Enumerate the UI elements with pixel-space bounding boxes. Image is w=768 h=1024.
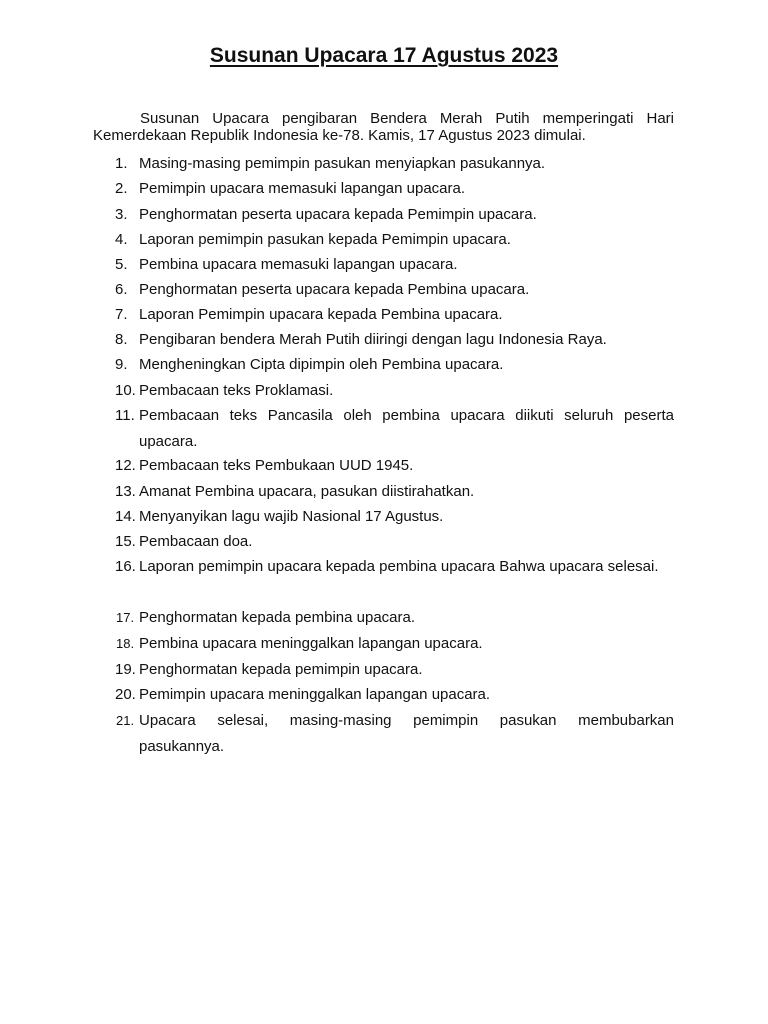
list-item-text: Pengibaran bendera Merah Putih diiringi dengan lagu Indonesia Raya. <box>139 331 607 348</box>
list-item-text: Laporan pemimpin pasukan kepada Pemimpin upacara. <box>139 231 511 248</box>
list-item-number: 19. <box>115 661 136 678</box>
list-item-number: 20. <box>115 686 136 703</box>
list-item-text: Penghormatan peserta upacara kepada Pemimpin upacara. <box>139 206 537 223</box>
list-item-number: 2. <box>115 180 128 197</box>
list-item-number: 18. <box>116 636 135 651</box>
list-item-text: Pembacaan teks Pancasila oleh pembina upacara diikuti seluruh peserta upacara. <box>139 407 674 450</box>
list-item-number: 16. <box>115 558 136 575</box>
list-item-number: 21. <box>116 713 135 728</box>
list-item-number: 17. <box>116 610 135 625</box>
page-title: Susunan Upacara 17 Agustus 2023 <box>209 44 559 67</box>
list-item-text: Penghormatan kepada pemimpin upacara. <box>139 661 423 678</box>
list-item-text: Pembacaan teks Proklamasi. <box>139 382 334 399</box>
list-item-number: 13. <box>115 483 136 500</box>
list-item-text: Pembina upacara meninggalkan lapangan upacara. <box>139 635 483 652</box>
list-item-text: Amanat Pembina upacara, pasukan diistirahatkan. <box>139 483 475 500</box>
list-item-text: Penghormatan kepada pembina upacara. <box>139 609 416 626</box>
list-item-text: Upacara selesai, masing-masing pemimpin pasukan membubarkan pasukannya. <box>139 712 674 755</box>
list-item-text: Pembacaan teks Pembukaan UUD 1945. <box>139 457 414 474</box>
list-item-number: 8. <box>115 331 128 348</box>
list-item-text: Penghormatan peserta upacara kepada Pembina upacara. <box>139 281 530 298</box>
intro-paragraph: Susunan Upacara pengibaran Bendera Merah Putih memperingati Hari Kemerdekaan Republik Indonesia ke-78. Kamis, 17 Agustus 2023 dimulai. <box>93 110 674 144</box>
list-item-number: 14. <box>115 508 136 525</box>
list-item-number: 10. <box>115 382 136 399</box>
list-item-text: Pemimpin upacara meninggalkan lapangan upacara. <box>139 686 491 703</box>
list-item-text: Pembina upacara memasuki lapangan upacara. <box>139 256 458 273</box>
list-item-text: Menyanyikan lagu wajib Nasional 17 Agustus. <box>139 508 444 525</box>
list-item-text: Laporan pemimpin upacara kepada pembina upacara Bahwa upacara selesai. <box>139 558 659 575</box>
list-item-text: Mengheningkan Cipta dipimpin oleh Pembina upacara. <box>139 356 504 373</box>
list-item-number: 15. <box>115 533 136 550</box>
list-item-number: 5. <box>115 256 128 273</box>
list-item-number: 11. <box>115 407 135 424</box>
list-item-text: Pembacaan doa. <box>139 533 253 550</box>
list-item-number: 7. <box>115 306 128 323</box>
list-item-text: Pemimpin upacara memasuki lapangan upacara. <box>139 180 466 197</box>
list-item-text: Laporan Pemimpin upacara kepada Pembina upacara. <box>139 306 503 323</box>
list-item-number: 12. <box>115 457 136 474</box>
list-item-number: 3. <box>115 206 128 223</box>
list-item-number: 4. <box>115 231 128 248</box>
list-item-text: Masing-masing pemimpin pasukan menyiapkan pasukannya. <box>139 155 546 172</box>
list-item-number: 1. <box>115 155 128 172</box>
list-item-number: 9. <box>115 356 128 373</box>
list-item-number: 6. <box>115 281 128 298</box>
